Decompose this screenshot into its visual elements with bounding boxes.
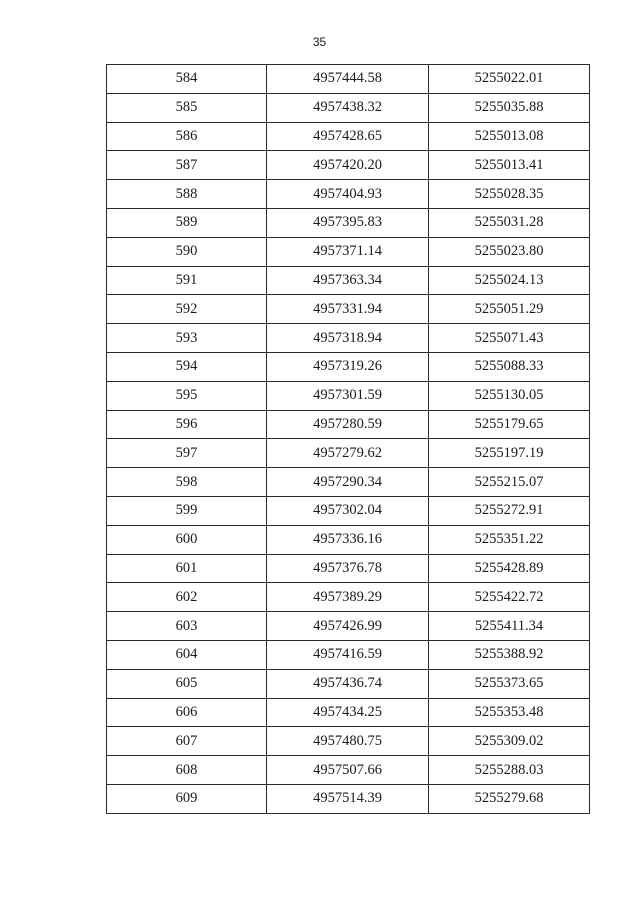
page-number: 35 [312,35,327,49]
point-number-cell: 604 [107,640,267,669]
x-coordinate-cell: 4957336.16 [267,525,429,554]
x-coordinate-cell: 4957290.34 [267,468,429,497]
x-coordinate-cell: 4957416.59 [267,640,429,669]
point-number-cell: 597 [107,439,267,468]
y-coordinate-cell: 5255035.88 [429,93,590,122]
point-number-cell: 593 [107,324,267,353]
y-coordinate-cell: 5255215.07 [429,468,590,497]
table-row [107,180,590,209]
y-coordinate-cell: 5255088.33 [429,352,590,381]
table-row [107,122,590,151]
table-row [107,525,590,554]
table-row [107,756,590,785]
x-coordinate-cell: 4957301.59 [267,381,429,410]
y-coordinate-cell: 5255031.28 [429,208,590,237]
x-coordinate-cell: 4957280.59 [267,410,429,439]
y-coordinate-cell: 5255272.91 [429,496,590,525]
table-row [107,295,590,324]
table-row [107,237,590,266]
point-number-cell: 601 [107,554,267,583]
x-coordinate-cell: 4957371.14 [267,237,429,266]
point-number-cell: 594 [107,352,267,381]
point-number-cell: 584 [107,65,267,94]
y-coordinate-cell: 5255051.29 [429,295,590,324]
table-row [107,640,590,669]
table-row [107,151,590,180]
y-coordinate-cell: 5255373.65 [429,669,590,698]
point-number-cell: 585 [107,93,267,122]
x-coordinate-cell: 4957444.58 [267,65,429,94]
table-row [107,612,590,641]
table-row [107,93,590,122]
y-coordinate-cell: 5255130.05 [429,381,590,410]
point-number-cell: 592 [107,295,267,324]
y-coordinate-cell: 5255388.92 [429,640,590,669]
table-row [107,784,590,813]
y-coordinate-cell: 5255179.65 [429,410,590,439]
point-number-cell: 596 [107,410,267,439]
point-number-cell: 590 [107,237,267,266]
y-coordinate-cell: 5255022.01 [429,65,590,94]
point-number-cell: 609 [107,784,267,813]
table-row [107,410,590,439]
coordinates-table [106,64,590,814]
point-number-cell: 587 [107,151,267,180]
x-coordinate-cell: 4957279.62 [267,439,429,468]
point-number-cell: 607 [107,727,267,756]
x-coordinate-cell: 4957376.78 [267,554,429,583]
table-row [107,698,590,727]
y-coordinate-cell: 5255279.68 [429,784,590,813]
x-coordinate-cell: 4957420.20 [267,151,429,180]
table-row [107,381,590,410]
x-coordinate-cell: 4957404.93 [267,180,429,209]
point-number-cell: 586 [107,122,267,151]
point-number-cell: 588 [107,180,267,209]
point-number-cell: 603 [107,612,267,641]
y-coordinate-cell: 5255309.02 [429,727,590,756]
point-number-cell: 602 [107,583,267,612]
x-coordinate-cell: 4957363.34 [267,266,429,295]
y-coordinate-cell: 5255288.03 [429,756,590,785]
table-row [107,554,590,583]
table-row [107,496,590,525]
x-coordinate-cell: 4957331.94 [267,295,429,324]
y-coordinate-cell: 5255013.41 [429,151,590,180]
y-coordinate-cell: 5255071.43 [429,324,590,353]
y-coordinate-cell: 5255422.72 [429,583,590,612]
y-coordinate-cell: 5255024.13 [429,266,590,295]
x-coordinate-cell: 4957434.25 [267,698,429,727]
point-number-cell: 608 [107,756,267,785]
x-coordinate-cell: 4957426.99 [267,612,429,641]
y-coordinate-cell: 5255197.19 [429,439,590,468]
y-coordinate-cell: 5255351.22 [429,525,590,554]
point-number-cell: 589 [107,208,267,237]
y-coordinate-cell: 5255023.80 [429,237,590,266]
x-coordinate-cell: 4957319.26 [267,352,429,381]
x-coordinate-cell: 4957480.75 [267,727,429,756]
point-number-cell: 595 [107,381,267,410]
table-row [107,324,590,353]
table-row [107,352,590,381]
x-coordinate-cell: 4957395.83 [267,208,429,237]
table-row [107,208,590,237]
y-coordinate-cell: 5255428.89 [429,554,590,583]
table-row [107,468,590,497]
table-row [107,65,590,94]
point-number-cell: 600 [107,525,267,554]
point-number-cell: 606 [107,698,267,727]
point-number-cell: 598 [107,468,267,497]
table-row [107,439,590,468]
point-number-cell: 591 [107,266,267,295]
x-coordinate-cell: 4957438.32 [267,93,429,122]
x-coordinate-cell: 4957302.04 [267,496,429,525]
x-coordinate-cell: 4957436.74 [267,669,429,698]
x-coordinate-cell: 4957428.65 [267,122,429,151]
y-coordinate-cell: 5255013.08 [429,122,590,151]
y-coordinate-cell: 5255411.34 [429,612,590,641]
table-body [107,65,590,814]
x-coordinate-cell: 4957514.39 [267,784,429,813]
point-number-cell: 599 [107,496,267,525]
y-coordinate-cell: 5255353.48 [429,698,590,727]
table-row [107,669,590,698]
x-coordinate-cell: 4957389.29 [267,583,429,612]
table-row [107,266,590,295]
table-row [107,583,590,612]
y-coordinate-cell: 5255028.35 [429,180,590,209]
x-coordinate-cell: 4957318.94 [267,324,429,353]
point-number-cell: 605 [107,669,267,698]
table-row [107,727,590,756]
x-coordinate-cell: 4957507.66 [267,756,429,785]
